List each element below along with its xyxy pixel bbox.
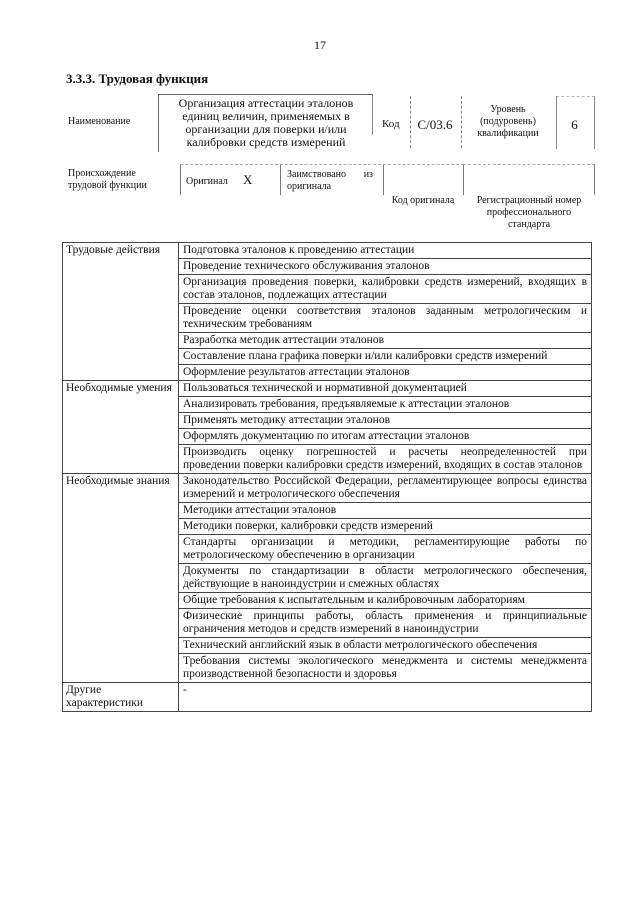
section-item: Общие требования к испытательным и калибровочным лабораториям (179, 593, 592, 609)
section-item: Организация проведения поверки, калибровки средств измерений, входящих в состав эталонов, подлежащих аттестации (179, 275, 592, 304)
section-item: - (179, 683, 592, 712)
borrowed-label: Заимствовано из оригинала (287, 169, 373, 192)
table-row (63, 381, 592, 397)
original-label: Оригинал (186, 176, 228, 187)
section-item: Составление плана графика поверки и/или калибровки средств измерений (179, 349, 592, 365)
function-name-value: Организация аттестации эталонов единиц величин, применяемых в организации для поверки и/или калибровки средств измерений (178, 96, 354, 149)
table-row (63, 474, 592, 503)
name-label: Наименование (68, 116, 131, 127)
section-item: Требования системы экологического менеджмента и системы менеджмента производственной безопасности и здоровья (179, 654, 592, 683)
reg-number-box (463, 164, 595, 195)
section-item: Законодательство Российской Федерации, регламентирующее вопросы единства измерений и метрологического обеспечения (179, 474, 592, 503)
code-value: С/03.6 (417, 117, 453, 132)
original-code-label: Код оригинала (391, 195, 455, 206)
section-item: Технический английский язык в области метрологического обеспечения (179, 638, 592, 654)
table-row (63, 243, 592, 259)
section-item: Методики поверки, калибровки средств измерений (179, 519, 592, 535)
section-item: Документы по стандартизации в области метрологического обеспечения, действующие в наноиндустрии и смежных областях (179, 564, 592, 593)
original-mark: X (243, 172, 253, 187)
qualification-level-label: Уровень (подуровень) квалификации (477, 104, 539, 139)
original-code-box (383, 164, 464, 195)
section-label: Необходимые знания (63, 474, 179, 683)
section-item: Проведение оценки соответствия эталонов заданным метрологическим и техническим требованиям (179, 304, 592, 333)
section-item: Пользоваться технической и нормативной документацией (179, 381, 592, 397)
section-item: Анализировать требования, предъявляемые к аттестации эталонов (179, 397, 592, 413)
section-item: Физические принципы работы, область применения и принципиальные ограничения методов и средств измерений в наноиндустрии (179, 609, 592, 638)
section-item: Оформлять документацию по итогам аттестации эталонов (179, 429, 592, 445)
section-item: Стандарты организации и методики, регламентирующие работы по метрологическому обеспечению в организации (179, 535, 592, 564)
section-item: Подготовка эталонов к проведению аттестации (179, 243, 592, 259)
page-number: 17 (314, 38, 326, 52)
origin-label: Происхождение трудовой функции (68, 168, 147, 191)
section-label: Необходимые умения (63, 381, 179, 474)
code-label: Код (382, 118, 400, 130)
section-item: Производить оценку погрешностей и расчеты неопределенностей при проведении поверки калибровки средств измерений, входящих в состав эталонов (179, 445, 592, 474)
function-name-box (158, 94, 373, 152)
section-heading: 3.3.3. Трудовая функция (66, 71, 209, 86)
table-row (63, 683, 592, 712)
section-item: Методики аттестации эталонов (179, 503, 592, 519)
function-details-table (62, 242, 592, 712)
section-label: Другие характеристики (63, 683, 179, 712)
reg-number-label: Регистрационный номер профессионального стандарта (476, 195, 582, 230)
section-item: Применять методику аттестации эталонов (179, 413, 592, 429)
section-item: Проведение технического обслуживания эталонов (179, 259, 592, 275)
section-item: Оформление результатов аттестации эталонов (179, 365, 592, 381)
section-item: Разработка методик аттестации эталонов (179, 333, 592, 349)
qualification-level-value: 6 (571, 117, 578, 132)
section-label: Трудовые действия (63, 243, 179, 381)
